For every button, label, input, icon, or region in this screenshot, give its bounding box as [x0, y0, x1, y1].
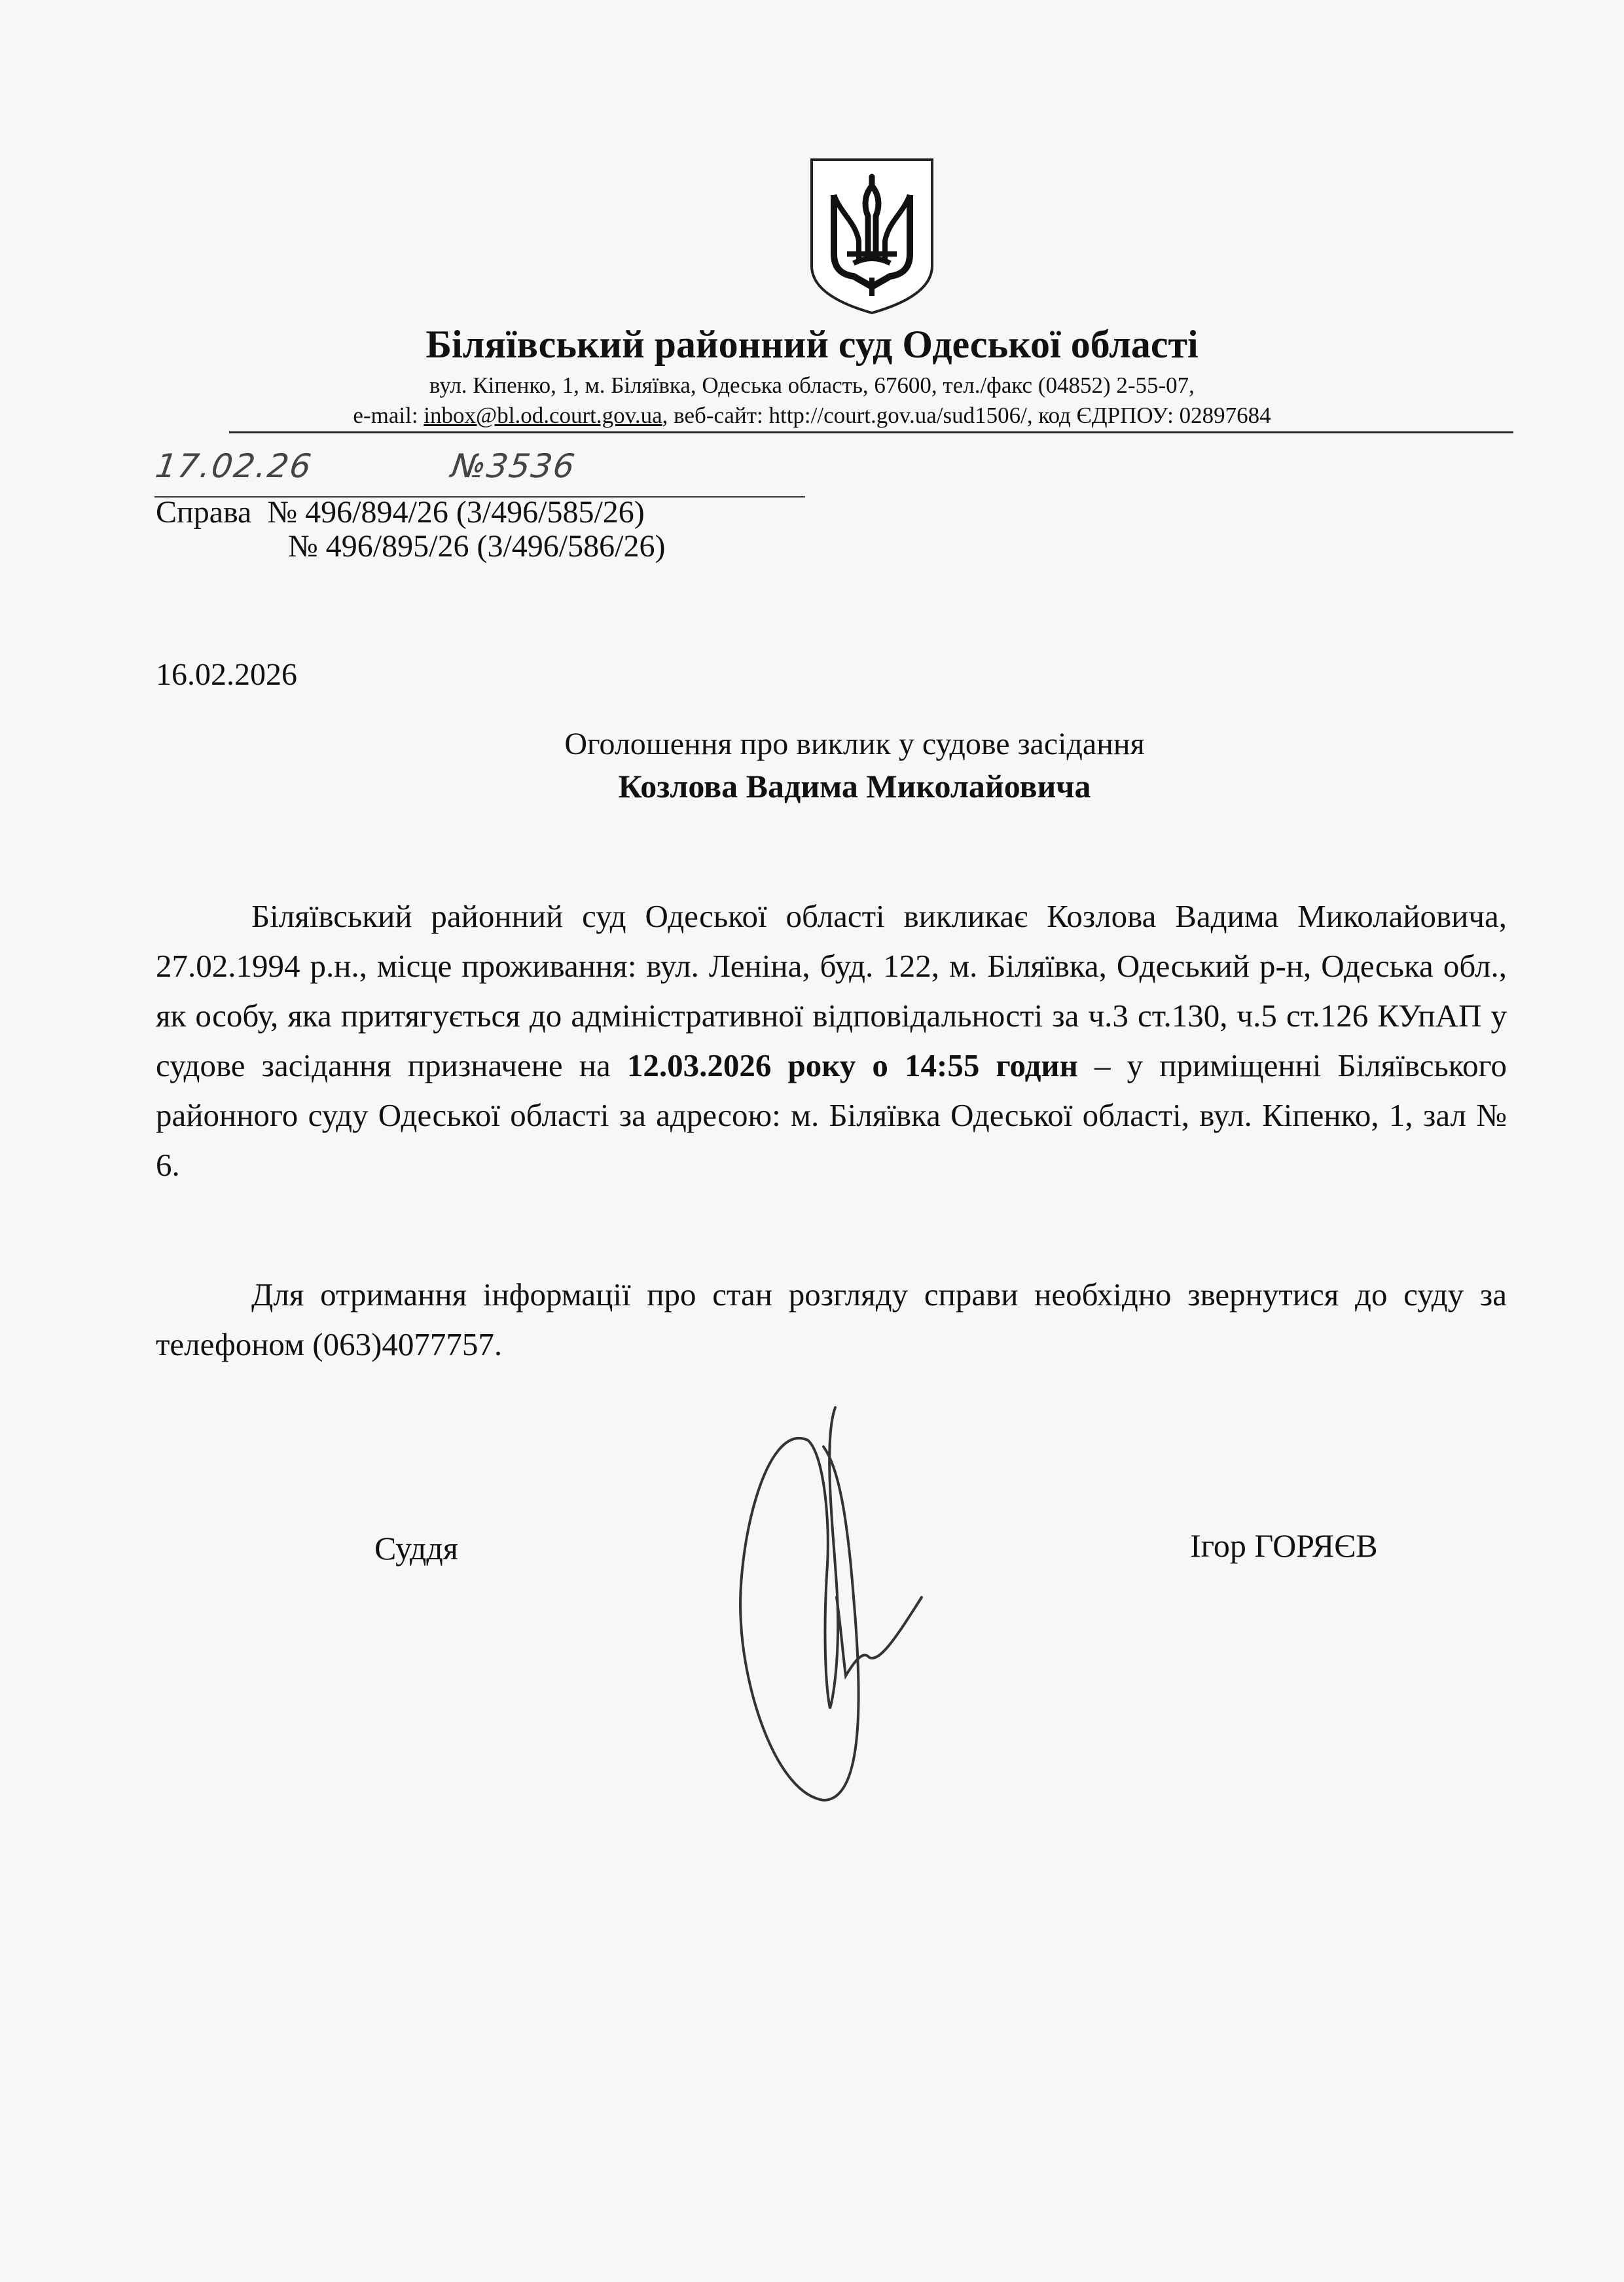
- summons-text-end: – у приміщенні Біляївського районного суду Одеської області за адресою: м. Біляївка Одеської області, вул. Кіпенко, 1, зал № 6.: [156, 1047, 1507, 1183]
- court-email-link[interactable]: inbox@bl.od.court.gov.ua: [424, 403, 662, 428]
- hearing-datetime: 12.03.2026 року о 14:55 годин: [626, 1047, 1078, 1083]
- court-name: Біляївський районний суд Одеської області: [425, 323, 1199, 366]
- handwritten-registration-date: 17.02.26: [153, 447, 315, 485]
- judge-label: Суддя: [374, 1530, 458, 1567]
- summons-text-start: Біляївський районний суд Одеської області викликає Козлова Вадима Миколайовича, 27.02.1994 р.н., місце проживання: вул. Леніна, буд. 122, м. Біляївка, Одеський р-н, Одеська обл., як особу, яка притягується до адміністративної відповідальності за ч.3 ст.130, ч.5 ст.126 КУпАП у судове засідання призначене на: [156, 898, 1507, 1083]
- judge-signature: [725, 1401, 961, 1820]
- ukraine-trident-icon: [808, 156, 936, 317]
- summoned-person-name: Козлова Вадима Миколайовича: [618, 768, 1091, 805]
- contact-paragraph: Для отримання інформації про стан розгляду справи необхідно звернутися до суду за телефоном (063)4077757.: [156, 1277, 1507, 1362]
- judge-name: Ігор ГОРЯЄВ: [1190, 1527, 1378, 1564]
- letterhead-divider: [229, 431, 1513, 433]
- court-address: вул. Кіпенко, 1, м. Біляївка, Одеська область, 67600, тел./факс (04852) 2-55-07,: [429, 372, 1195, 398]
- email-label: e-mail:: [353, 403, 424, 428]
- summons-paragraph: [156, 892, 1507, 1190]
- case-number-1: № 496/894/26 (3/496/585/26): [267, 495, 645, 530]
- court-web-and-code: , веб-сайт: http://court.gov.ua/sud1506/, код ЄДРПОУ: 02897684: [662, 403, 1271, 428]
- case-label: Справа: [156, 495, 252, 530]
- handwritten-registration-number: №3536: [448, 447, 579, 485]
- case-number-2: № 496/895/26 (3/496/586/26): [288, 529, 666, 564]
- court-contacts: [0, 401, 1624, 431]
- document-date: 16.02.2026: [156, 657, 297, 692]
- document-title: Оголошення про виклик у судове засідання: [564, 727, 1145, 761]
